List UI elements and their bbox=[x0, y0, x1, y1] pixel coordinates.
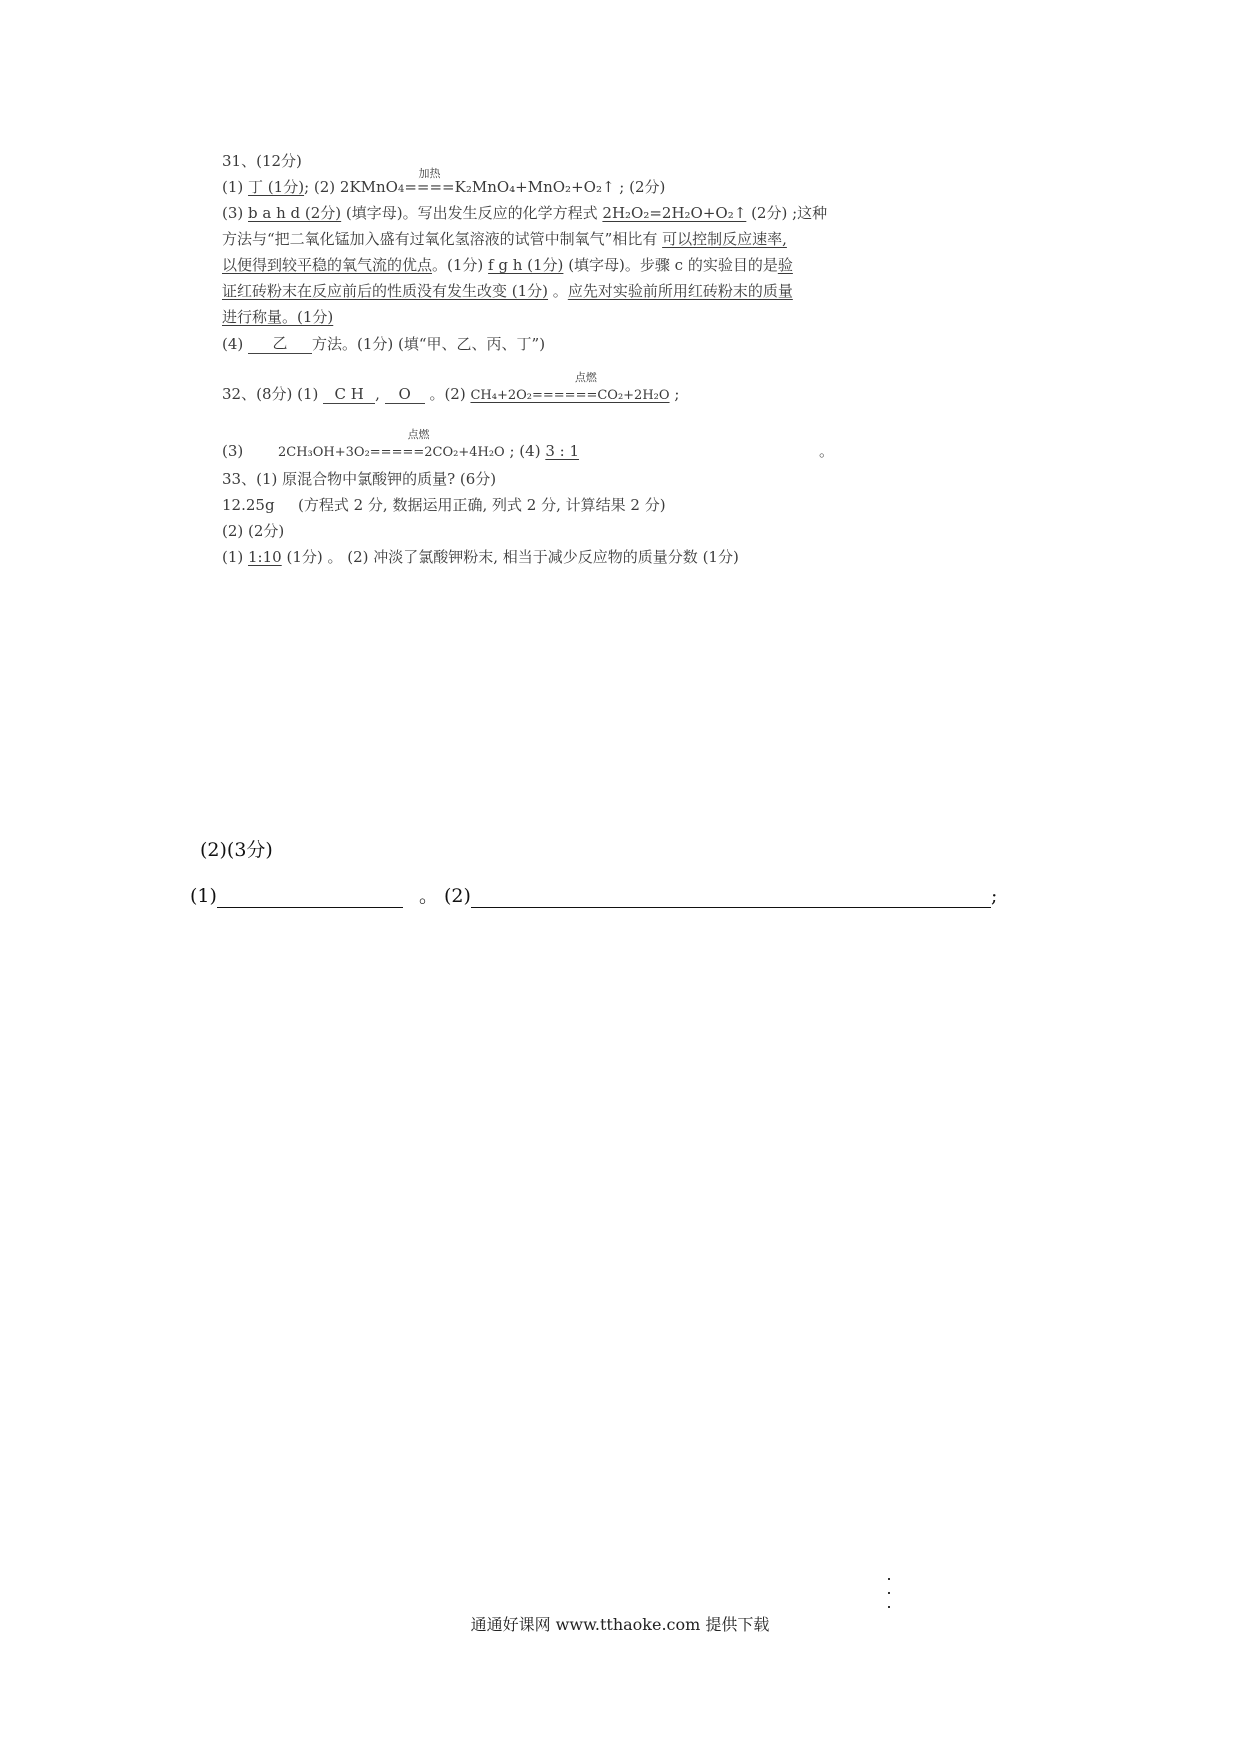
q33-line-1: 33、(1) 原混合物中氯酸钾的质量? (6分) bbox=[222, 470, 497, 488]
q33-line-2: 12.25g (方程式 2 分, 数据运用正确, 列式 2 分, 计算结果 2 分) bbox=[222, 496, 666, 514]
q32-line-1: 32、(8分) (1) C H, O 。(2) 点燃 CH₄+2O₂======CO₂+2H₂O ; bbox=[222, 371, 680, 403]
q31-line-1: (1) 丁 (1分); (2) 2KMnO4 加热 ====K₂MnO₄+MnO₂+O₂↑ ; (2分) bbox=[222, 167, 666, 196]
answer-blank-1[interactable] bbox=[217, 887, 403, 908]
q31-answer-1: 丁 (1分) bbox=[248, 178, 305, 196]
q33-line-3: (2) (2分) bbox=[222, 522, 285, 540]
q31-line-7: (4) 乙方法。(1分) (填“甲、乙、丙、丁”) bbox=[222, 334, 546, 353]
section-heading: (2)(3分) bbox=[200, 839, 273, 861]
answer-blank-2[interactable] bbox=[471, 887, 991, 908]
q31-answer-3: b a h d (2分) bbox=[248, 204, 342, 222]
q31-line-4: 以便得到较平稳的氧气流的优点。(1分) f g h (1分) (填字母)。步骤 c 的实验目的是验 bbox=[222, 256, 793, 274]
q31-title: 31、(12分) bbox=[222, 152, 302, 170]
q31-line-2: (3) b a h d (2分) (填字母)。写出发生反应的化学方程式 2H₂O₂=2H₂O+O₂↑ (2分) ;这种 bbox=[222, 204, 828, 222]
q31-line-5: 证红砖粉末在反应前后的性质没有发生改变 (1分) 。应先对实验前所用红砖粉末的质量 bbox=[222, 282, 793, 300]
answer-row: (1) 。 (2) ; bbox=[190, 885, 998, 907]
q31-line-6: 进行称量。(1分) bbox=[222, 308, 334, 326]
q33-line-4: (1) 1:10 (1分) 。 (2) 冲淡了氯酸钾粉末, 相当于减少反应物的质量分数 (1分) bbox=[222, 548, 739, 566]
q31-equation: 2H₂O₂=2H₂O+O₂↑ bbox=[602, 204, 747, 222]
q32-line-2: (3) 点燃 2CH₃OH+3O₂=====2CO₂+4H₂O ; (4) 3 : 1 。 bbox=[222, 428, 835, 460]
footer-credit: 通通好课网 www.tthaoke.com 提供下载 bbox=[470, 1615, 770, 1634]
q31-line-3: 方法与“把二氧化锰加入盛有过氧化氢溶液的试管中制氧气”相比有 可以控制反应速率, bbox=[222, 230, 787, 248]
